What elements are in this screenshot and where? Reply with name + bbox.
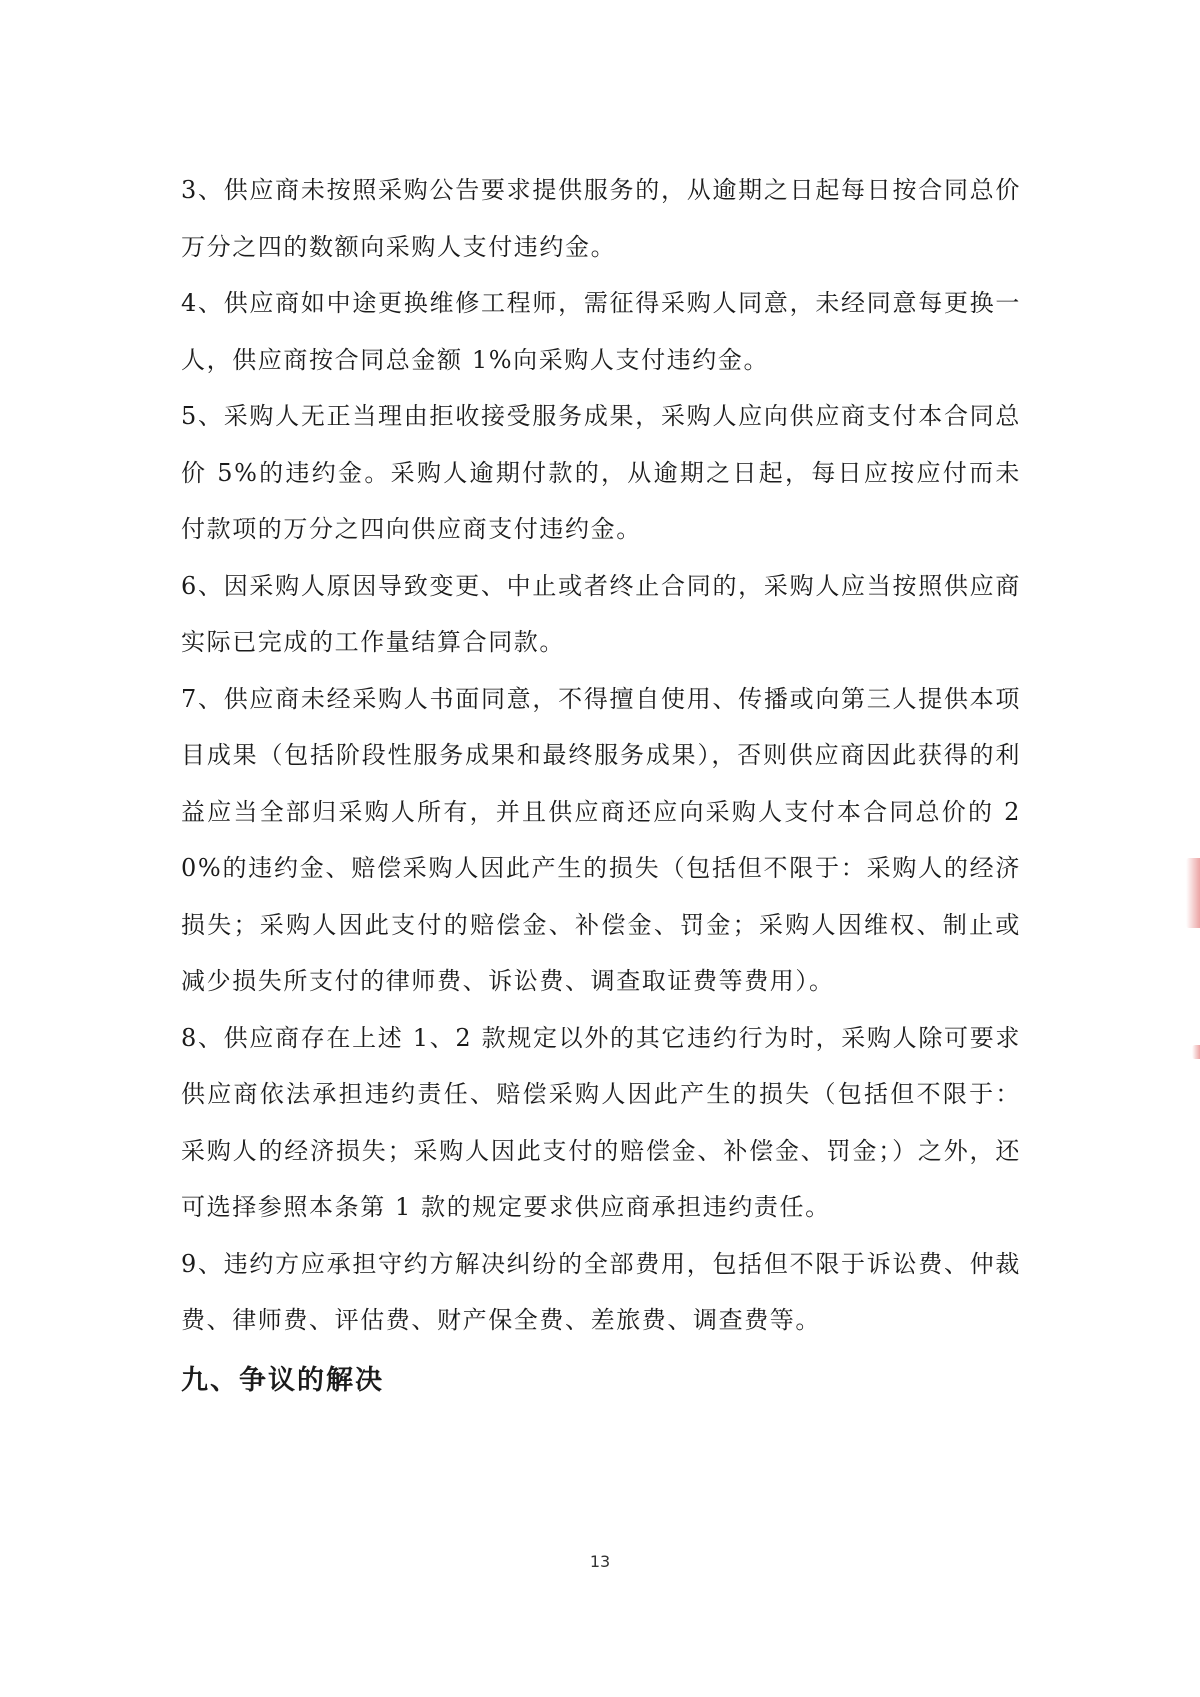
clause-5: 5、采购人无正当理由拒收接受服务成果，采购人应向供应商支付本合同总价 5%的违约金。采购人逾期付款的，从逾期之日起，每日应按应付而未付款项的万分之四向供应商支付违约金。	[181, 402, 1021, 543]
clause-9: 9、违约方应承担守约方解决纠纷的全部费用，包括但不限于诉讼费、仲裁费、律师费、评估费、财产保全费、差旅费、调查费等。	[181, 1249, 1021, 1334]
section-heading: 九、争议的解决	[181, 1364, 384, 1396]
page-number: 13	[589, 1552, 611, 1571]
seal-fragment	[1186, 858, 1200, 928]
clause-3: 3、供应商未按照采购公告要求提供服务的，从逾期之日起每日按合同总价万分之四的数额向采购人支付违约金。	[181, 176, 1021, 261]
clause-8: 8、供应商存在上述 1、2 款规定以外的其它违约行为时，采购人除可要求供应商依法承担违约责任、赔偿采购人因此产生的损失（包括但不限于：采购人的经济损失；采购人因此支付的赔偿金、补偿金、罚金；）之外，还可选择参照本条第 1 款的规定要求供应商承担违约责任。	[181, 1023, 1021, 1221]
clause-7: 7、供应商未经采购人书面同意，不得擅自使用、传播或向第三人提供本项目成果（包括阶段性服务成果和最终服务成果），否则供应商因此获得的利益应当全部归采购人所有，并且供应商还应向采购人支付本合同总价的 20%的违约金、赔偿采购人因此产生的损失（包括但不限于：采购人的经济损失；采购人因此支付的赔偿金、补偿金、罚金；采购人因维权、制止或减少损失所支付的律师费、诉讼费、调查取证费等费用）。	[181, 684, 1021, 995]
clause-6: 6、因采购人原因导致变更、中止或者终止合同的，采购人应当按照供应商实际已完成的工作量结算合同款。	[181, 571, 1021, 656]
clause-4: 4、供应商如中途更换维修工程师，需征得采购人同意，未经同意每更换一人，供应商按合同总金额 1%向采购人支付违约金。	[181, 289, 1021, 374]
seal-fragment	[1192, 1045, 1200, 1059]
document-body	[181, 162, 1021, 1409]
